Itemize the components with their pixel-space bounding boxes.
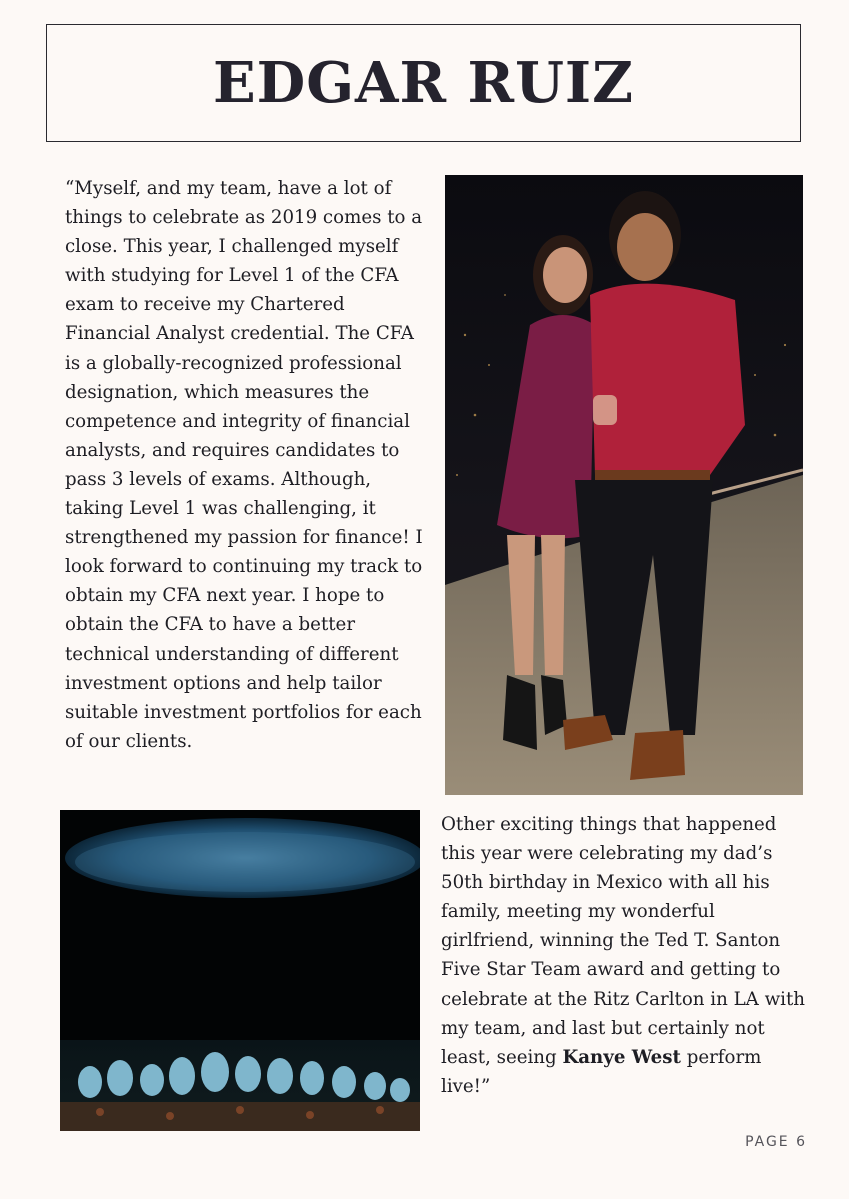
closing-paragraph-text: Other exciting things that happened this year were celebrating my dad’s 50th birthday in Mexico with all his family, meeting my wonderful girlfriend, winning the Ted T. Santon Five Star Team award and getting to celebrate at the Ritz Carlton in LA with my team, and last but certainly not least, seeing [441,814,805,1068]
page-title: EDGAR RUIZ [212,50,634,116]
page-number: PAGE 6 [745,1134,807,1150]
kanye-west-emphasis: Kanye West [562,1046,681,1068]
intro-paragraph: “Myself, and my team, have a lot of things to celebrate as 2019 comes to a close. This year, I challenged myself with studying for Level 1 of the CFA exam to receive my Chartered Financial Analyst credential. The CFA is a globally-recognized professional designation, which measures the competence and integrity of financial analysts, and requires candidates to pass 3 levels of exams. Although, taking Level 1 was challenging, it strengthened my passion for finance! I look forward to continuing my track to obtain my CFA next year. I hope to obtain the CFA to have a better technical understanding of different investment options and help tailor suitable investment portfolios for each of our clients. [65,178,423,752]
closing-paragraph-end: perform live!” [441,1046,762,1097]
concert-photo [60,810,420,1131]
title-box [46,24,801,142]
couple-photo [445,175,803,795]
closing-paragraph [441,810,813,1101]
